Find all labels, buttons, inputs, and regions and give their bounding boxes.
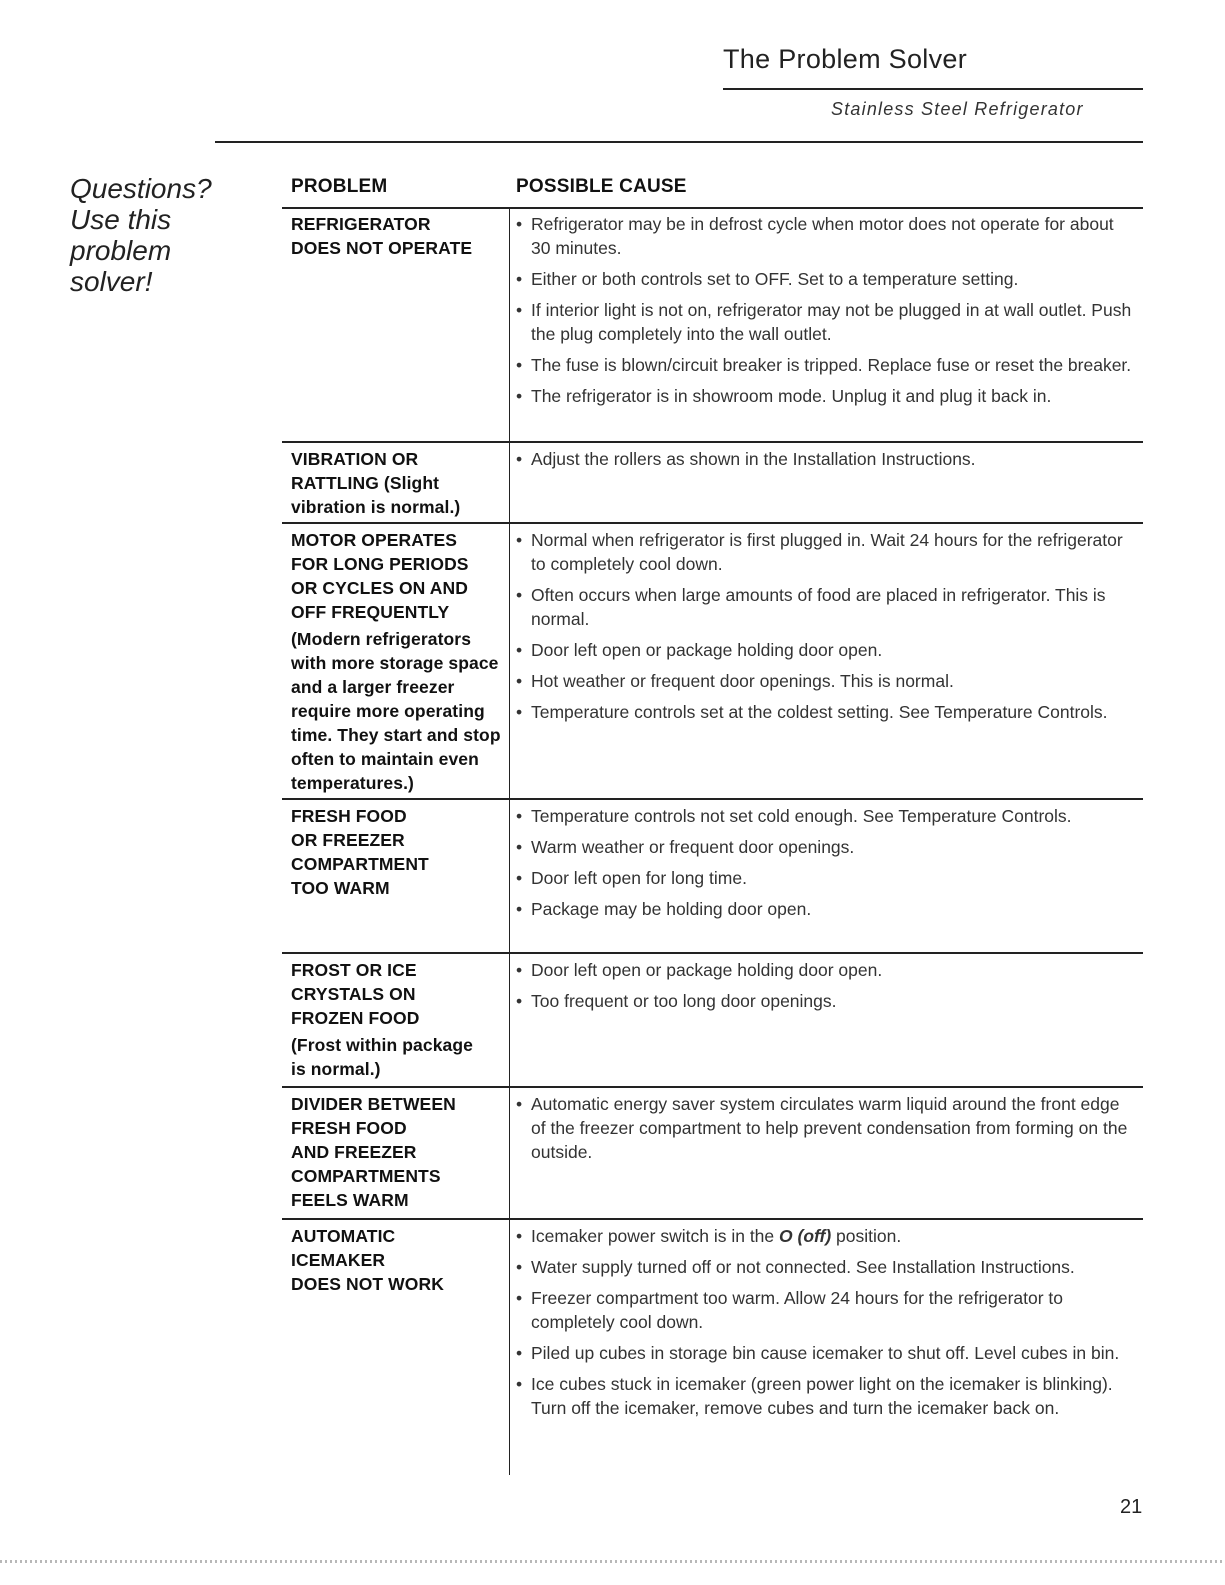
- problem-note-line: is normal.): [291, 1059, 381, 1079]
- sidebar-line: Use this: [70, 204, 172, 235]
- problem-note: [291, 627, 506, 795]
- problem-note-line: with more storage space: [291, 653, 499, 673]
- row-divider: [282, 522, 1143, 524]
- problem-line: RATTLING (Slight: [291, 473, 440, 493]
- problem-line: DIVIDER BETWEEN: [291, 1094, 456, 1114]
- problem-line: COMPARTMENTS: [291, 1166, 441, 1186]
- problem-line: DOES NOT OPERATE: [291, 238, 473, 258]
- problem-line: AUTOMATIC: [291, 1226, 396, 1246]
- cause-list: [516, 212, 1136, 408]
- cause-list: [516, 804, 1136, 921]
- row-divider: [282, 441, 1143, 443]
- cause-cell: [516, 528, 1136, 731]
- cause-item: • Door left open or package holding door open.: [516, 638, 1136, 662]
- problem-line: TOO WARM: [291, 878, 390, 898]
- problem-note-line: require more operating: [291, 701, 485, 721]
- problem-line: FROZEN FOOD: [291, 1008, 420, 1028]
- cause-item: • Warm weather or frequent door openings.: [516, 835, 1136, 859]
- problem-cell: [291, 447, 506, 519]
- problem-note-line: (Frost within package: [291, 1035, 473, 1055]
- problem-line: FROST OR ICE: [291, 960, 417, 980]
- problem-note-line: time. They start and stop: [291, 725, 501, 745]
- sidebar-line: problem: [70, 235, 172, 266]
- problem-line: OR CYCLES ON AND: [291, 578, 468, 598]
- cause-item: • Either or both controls set to OFF. Set to a temperature setting.: [516, 267, 1136, 291]
- cause-item: • Refrigerator may be in defrost cycle when motor does not operate for about 30 minutes.: [516, 212, 1136, 260]
- cause-cell: [516, 447, 1136, 478]
- cause-item: • The fuse is blown/circuit breaker is tripped. Replace fuse or reset the breaker.: [516, 353, 1136, 377]
- cause-list: [516, 528, 1136, 724]
- sidebar-line: solver!: [70, 266, 153, 297]
- page-title: The Problem Solver: [723, 44, 967, 74]
- cause-list: [516, 1224, 1136, 1420]
- cause-cell: [516, 212, 1136, 415]
- problem-line: AND FREEZER: [291, 1142, 417, 1162]
- cause-cell: [516, 1224, 1136, 1427]
- problem-line: FEELS WARM: [291, 1190, 409, 1210]
- problem-line: REFRIGERATOR: [291, 214, 431, 234]
- column-divider: [509, 207, 510, 1475]
- cause-item: • The refrigerator is in showroom mode. Unplug it and plug it back in.: [516, 384, 1136, 408]
- cause-item: • Hot weather or frequent door openings. This is normal.: [516, 669, 1136, 693]
- problem-note-line: temperatures.): [291, 773, 414, 793]
- problem-line: DOES NOT WORK: [291, 1274, 444, 1294]
- problem-note-line: and a larger freezer: [291, 677, 455, 697]
- problem-cell: [291, 804, 506, 900]
- problem-line: COMPARTMENT: [291, 854, 429, 874]
- cause-item: • Often occurs when large amounts of food are placed in refrigerator. This is normal.: [516, 583, 1136, 631]
- problem-cell: [291, 1224, 506, 1296]
- problem-column-header: PROBLEM: [291, 176, 388, 197]
- cause-item: • Icemaker power switch is in the O (off) position.: [516, 1224, 1136, 1248]
- cause-item: • Water supply turned off or not connected. See Installation Instructions.: [516, 1255, 1136, 1279]
- cause-item: • Door left open or package holding door open.: [516, 958, 1136, 982]
- row-divider: [282, 1086, 1143, 1088]
- problem-line: OR FREEZER: [291, 830, 405, 850]
- cause-list: [516, 447, 1136, 471]
- cause-cell: [516, 958, 1136, 1020]
- cause-item: • Package may be holding door open.: [516, 897, 1136, 921]
- cause-list: [516, 958, 1136, 1013]
- problem-line: ICEMAKER: [291, 1250, 386, 1270]
- problem-note-line: often to maintain even: [291, 749, 479, 769]
- problem-line: FRESH FOOD: [291, 806, 407, 826]
- scan-edge: [0, 1560, 1225, 1563]
- cause-item: • Freezer compartment too warm. Allow 24 hours for the refrigerator to completely cool down.: [516, 1286, 1136, 1334]
- problem-line: vibration is normal.): [291, 497, 461, 517]
- cause-item: • If interior light is not on, refrigerator may not be plugged in at wall outlet. Push the plug completely into the wall outlet.: [516, 298, 1136, 346]
- problem-line: FRESH FOOD: [291, 1118, 407, 1138]
- problem-note: [291, 1033, 506, 1081]
- header-rule: [215, 141, 1143, 143]
- title-rule: [723, 88, 1143, 90]
- sidebar-line: Questions?: [70, 173, 212, 204]
- problem-cell: [291, 212, 506, 260]
- cause-item: • Temperature controls not set cold enough. See Temperature Controls.: [516, 804, 1136, 828]
- page-subtitle: Stainless Steel Refrigerator: [831, 99, 1084, 119]
- problem-line: CRYSTALS ON: [291, 984, 416, 1004]
- cause-item: • Automatic energy saver system circulates warm liquid around the front edge of the freezer compartment to help prevent condensation from forming on the outside.: [516, 1092, 1136, 1164]
- row-divider: [282, 798, 1143, 800]
- page-number: 21: [1120, 1496, 1143, 1518]
- cause-item: • Too frequent or too long door openings.: [516, 989, 1136, 1013]
- problem-line: OFF FREQUENTLY: [291, 602, 450, 622]
- row-divider: [282, 1218, 1143, 1220]
- cause-item: • Ice cubes stuck in icemaker (green power light on the icemaker is blinking). Turn off the icemaker, remove cubes and turn the icemaker back on.: [516, 1372, 1136, 1420]
- cause-cell: [516, 804, 1136, 928]
- cause-item: • Adjust the rollers as shown in the Installation Instructions.: [516, 447, 1136, 471]
- cause-column-header: POSSIBLE CAUSE: [516, 176, 687, 197]
- problem-note-line: (Modern refrigerators: [291, 629, 472, 649]
- sidebar-prompt: [70, 173, 220, 297]
- problem-cell: [291, 1092, 506, 1212]
- problem-cell: [291, 958, 506, 1081]
- cause-list: [516, 1092, 1136, 1164]
- problem-line: VIBRATION OR: [291, 449, 419, 469]
- problem-line: MOTOR OPERATES: [291, 530, 458, 550]
- emphasis-text: O (off): [779, 1226, 832, 1246]
- row-divider: [282, 952, 1143, 954]
- cause-item: • Temperature controls set at the coldest setting. See Temperature Controls.: [516, 700, 1136, 724]
- cause-item: • Normal when refrigerator is first plugged in. Wait 24 hours for the refrigerator to completely cool down.: [516, 528, 1136, 576]
- problem-cell: [291, 528, 506, 795]
- cause-cell: [516, 1092, 1136, 1171]
- cause-item: • Door left open for long time.: [516, 866, 1136, 890]
- cause-item: • Piled up cubes in storage bin cause icemaker to shut off. Level cubes in bin.: [516, 1341, 1136, 1365]
- problem-line: FOR LONG PERIODS: [291, 554, 469, 574]
- table-header-rule: [282, 207, 1143, 209]
